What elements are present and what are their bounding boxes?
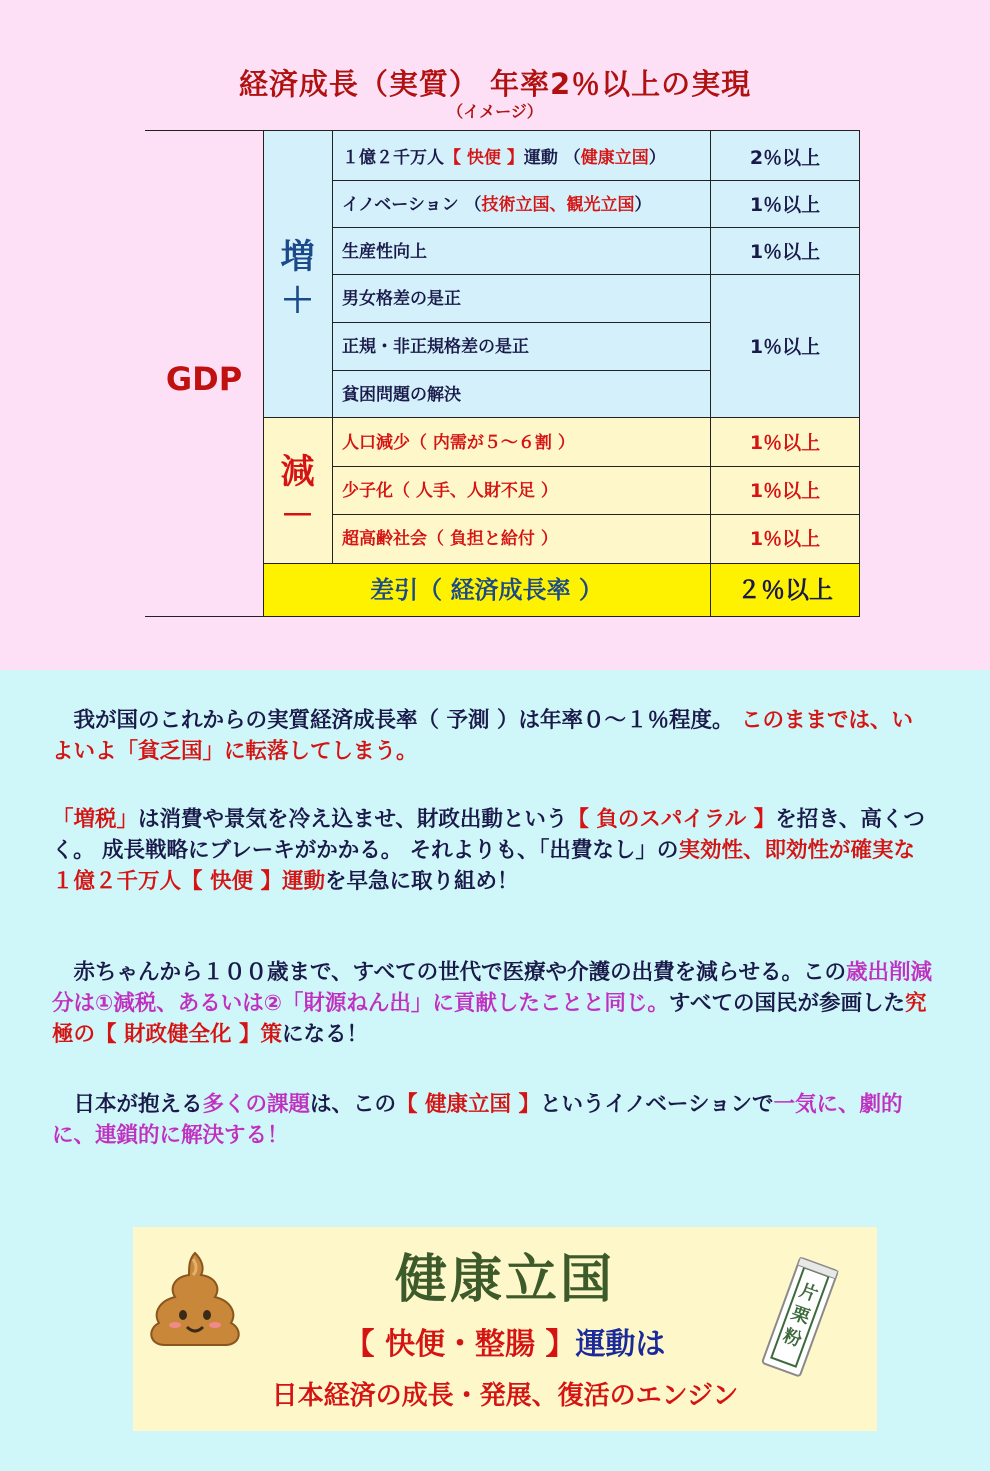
table-row-label: 男女格差の是正 [342,289,461,309]
svg-text:栗: 栗 [788,1302,813,1329]
banner-title: 健康立国 [394,1250,615,1310]
column-divider [332,130,333,564]
table-border [145,130,860,131]
column-divider [859,130,860,617]
row-divider [332,227,860,228]
table-row-label: 超高齢社会（ 負担と給付 ） [342,529,558,549]
table-row-value: 2％以上 [749,147,821,169]
page-subtitle: （イメージ） [447,102,543,121]
table-row-label: 貧困問題の解決 [342,385,461,405]
total-row-label: 差引（ 経済成長率 ） [370,576,603,604]
merged-row-value: 1％以上 [749,336,821,358]
table-row-value: 1％以上 [749,480,821,502]
row-divider [332,274,860,275]
section-divider [263,417,860,418]
row-divider [332,322,710,323]
table-row-label: 人口減少（ 内需が５～６割 ） [342,433,575,453]
paragraph-1: 我が国のこれからの実質経済成長率（ 予測 ）は年率０～１％程度。 このままでは、いよいよ「貧乏国」に転落してしまう。 [52,708,913,764]
growth-table [145,130,860,617]
row-divider [332,370,710,371]
table-row-value: 1％以上 [749,241,821,263]
column-divider [710,130,711,617]
page-title: 経済成長（実質） 年率2％以上の実現 [238,67,752,101]
paragraph-2: 「増税」は消費や景気を冷え込ませ、財政出動という【 負のスパイラル 】を招き、高くつく。 成長戦略にブレーキがかかる。 それよりも、「出費なし」の実効性、即効性が確実な１億２千万人【 快便 】運動を早急に取り組め！ [52,807,925,894]
katakuriko-packet-icon [745,1257,855,1377]
svg-text:片: 片 [796,1280,821,1306]
row-divider [332,466,860,467]
row-divider [332,180,860,181]
row-divider [332,514,860,515]
total-row-value: ２％以上 [737,576,833,604]
paragraph-4: 日本が抱える多くの課題は、この【 健康立国 】というイノベーションで一気に、劇的に、連鎖的に解決する！ [52,1092,903,1148]
table-row-label: イノベーション （技術立国、観光立国） [342,195,652,215]
gdp-label: GDP [165,360,243,398]
section-divider [263,563,860,564]
banner-line3: 日本経済の成長・発展、復活のエンジン [271,1381,739,1411]
table-row-value: 1％以上 [749,528,821,550]
table-row-value: 1％以上 [749,194,821,216]
paragraph-3: 赤ちゃんから１００歳まで、すべての世代で医療や介護の出費を減らせる。この歳出削減分は①減税、あるいは②「財源ねん出」に貢献したことと同じ。すべての国民が参画した究極の【 財政健全化 】策になる！ [52,960,933,1047]
table-row-label: 生産性向上 [342,242,427,262]
table-border [145,616,860,617]
banner-line2: 【 快便・整腸 】運動は [344,1327,666,1362]
column-divider [263,130,264,617]
kenko-rikkoku-banner [133,1227,877,1431]
table-row-label: １億２千万人【 快便 】運動 （健康立国） [342,148,666,168]
minus-label: 減 － [280,452,315,536]
svg-text:粉: 粉 [780,1325,805,1352]
plus-label: 増 ＋ [280,237,315,321]
table-row-label: 正規・非正規格差の是正 [342,337,529,357]
table-row-value: 1％以上 [749,432,821,454]
table-row-label: 少子化（ 人手、人財不足 ） [342,481,558,501]
